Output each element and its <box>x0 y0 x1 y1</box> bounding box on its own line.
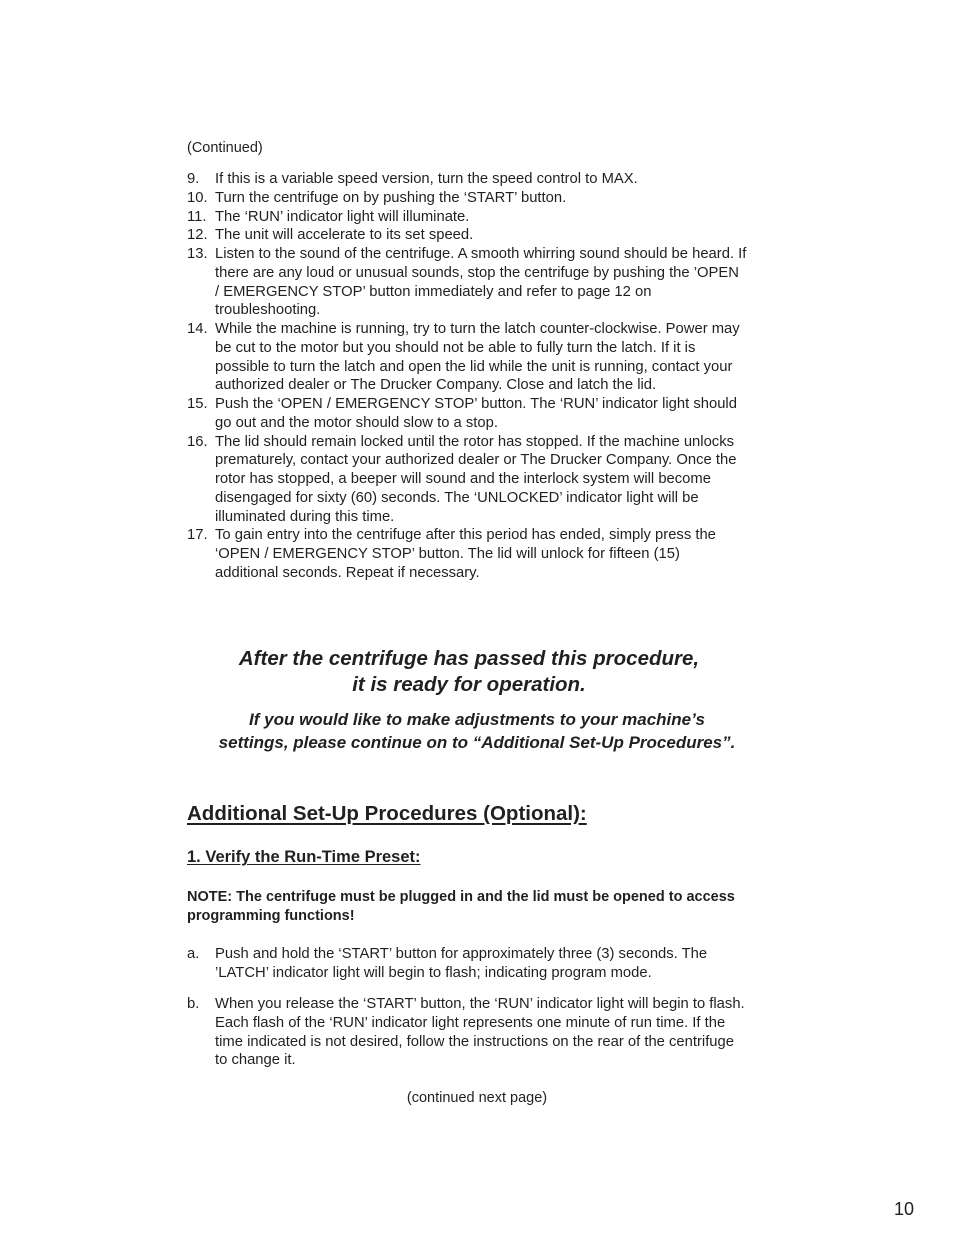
step-text: The ‘RUN’ indicator light will illuminate. <box>215 208 470 225</box>
step-number: 17. <box>187 527 208 544</box>
step-number: 14. <box>187 321 208 337</box>
list-item <box>187 226 747 245</box>
step-text: If this is a variable speed version, turn the speed control to MAX. <box>215 171 638 187</box>
list-item <box>187 208 747 227</box>
step-letter: a. <box>187 946 200 962</box>
step-number: 13. <box>187 246 208 262</box>
step-text: While the machine is running, try to turn the latch counter-clockwise. Power may be cut to the motor but you should not be able to fully turn the latch. If it is possible to turn the latch and open the lid while the unit is running, contact your authorized dealer or The Drucker Company. Close and latch the lid. <box>215 321 740 394</box>
step-text: Turn the centrifuge on by pushing the ‘START’ button. <box>215 189 567 206</box>
procedure-steps-list <box>187 170 747 583</box>
list-item <box>187 526 747 582</box>
step-text: Push and hold the ‘START’ button for approximately three (3) seconds. The ’LATCH’ indicator light will begin to flash; indicating program mode. <box>215 946 708 981</box>
ready-callout-line-2: it is ready for operation. <box>352 673 586 696</box>
programming-note: NOTE: The centrifuge must be plugged in and the lid must be opened to access programming functions! <box>187 889 735 924</box>
list-item <box>187 320 747 395</box>
step-text: The lid should remain locked until the rotor has stopped. If the machine unlocks prematurely, contact your authorized dealer or The Drucker Company. Once the rotor has stopped, a beeper will sound and the interlock system will become disengaged for sixty (60) seconds. The ‘UNLOCKED’ indicator light will be illuminated during this time. <box>215 433 737 525</box>
substep-b <box>187 995 747 1070</box>
list-item <box>187 945 747 983</box>
step-letter: b. <box>187 996 200 1012</box>
step-text: The unit will accelerate to its set speed. <box>215 227 474 244</box>
adjustments-callout-line-1: If you would like to make adjustments to your machine’s <box>249 710 705 729</box>
ready-callout-line-1: After the centrifuge has passed this procedure, <box>238 647 700 670</box>
list-item <box>187 189 747 208</box>
continued-next-label: (continued next page) <box>406 1090 548 1106</box>
section-heading: Additional Set-Up Procedures (Optional): <box>187 802 587 825</box>
step-number: 15. <box>187 396 208 412</box>
list-item <box>187 395 747 433</box>
step-text: When you release the ‘START’ button, the ‘RUN’ indicator light will begin to flash. Each flash of the ‘RUN’ indicator light represents one minute of run time. If the time indicated is not desired, follow the instructions on the rear of the centrifuge to change it. <box>215 996 745 1069</box>
ready-callout <box>187 646 751 698</box>
list-item <box>187 245 747 320</box>
adjustments-callout-line-2: settings, please continue on to “Additional Set-Up Procedures”. <box>218 733 736 752</box>
step-number: 11. <box>187 208 207 225</box>
list-item <box>187 995 747 1070</box>
step-number: 16. <box>187 433 208 450</box>
step-text: To gain entry into the centrifuge after this period has ended, simply press the ‘OPEN / EMERGENCY STOP’ button. The lid will unlock for fifteen (15) additional seconds. Repeat if necessary. <box>215 527 716 581</box>
step-text: Push the ‘OPEN / EMERGENCY STOP’ button. The ‘RUN’ indicator light should go out and the motor should slow to a stop. <box>215 396 737 431</box>
step-number: 10. <box>187 189 208 206</box>
step-number: 12. <box>187 227 208 244</box>
sub-heading: 1. Verify the Run-Time Preset: <box>187 848 421 866</box>
list-item <box>187 433 747 527</box>
continued-label: (Continued) <box>187 140 263 156</box>
step-text: Listen to the sound of the centrifuge. A smooth whirring sound should be heard. If there are any loud or unusual sounds, stop the centrifuge by pushing the ’OPEN / EMERGENCY STOP’ button immediately and refer to page 12 on troubleshooting. <box>215 246 747 319</box>
adjustments-callout <box>180 708 774 754</box>
page-number: 10 <box>893 1199 914 1219</box>
step-number: 9. <box>187 171 200 187</box>
substep-a <box>187 945 747 983</box>
list-item <box>187 170 747 189</box>
